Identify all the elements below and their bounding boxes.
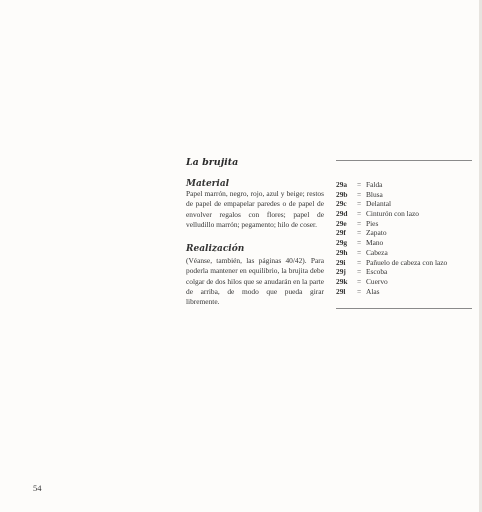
part-code: 29f bbox=[336, 228, 346, 238]
page-number: 54 bbox=[33, 483, 42, 493]
part-label: Escoba bbox=[366, 267, 388, 277]
part-equals: = bbox=[357, 238, 362, 248]
part-code: 29d bbox=[336, 209, 348, 219]
part-row bbox=[336, 199, 476, 209]
page-title: La brujita bbox=[186, 157, 239, 168]
part-label: Mano bbox=[366, 238, 384, 248]
part-row bbox=[336, 209, 476, 219]
part-label: Delantal bbox=[366, 199, 392, 209]
part-code: 29h bbox=[336, 247, 348, 257]
material-text: Papel marrón, negro, rojo, azul y beige; restos de papel de empapelar paredes o de papel de envolver regalos con flores; papel de velludillo marrón; pegamento; hilo de coser. bbox=[186, 189, 324, 229]
part-code: 29g bbox=[336, 238, 348, 248]
part-equals: = bbox=[357, 189, 362, 199]
material-heading: Material bbox=[186, 179, 230, 189]
parts-bottom-rule bbox=[336, 308, 472, 309]
part-equals: = bbox=[357, 228, 362, 238]
part-row bbox=[336, 238, 476, 248]
part-row bbox=[336, 277, 476, 287]
part-row bbox=[336, 267, 476, 277]
part-code: 29b bbox=[336, 189, 348, 199]
realizacion-text: (Véanse, también, las páginas 40/42). Para poderla mantener en equilibrio, la brujita debe colgar de dos hilos que se anudarán en la parte de arriba, de modo que pueda girar libremente. bbox=[186, 256, 324, 307]
part-row bbox=[336, 180, 476, 190]
parts-top-rule bbox=[336, 160, 472, 161]
part-code: 29l bbox=[336, 286, 346, 296]
part-code: 29i bbox=[336, 257, 346, 267]
part-code: 29k bbox=[336, 276, 348, 286]
part-row bbox=[336, 190, 476, 200]
parts-list bbox=[336, 180, 476, 296]
part-equals: = bbox=[357, 199, 362, 209]
part-label: Pañuelo de cabeza con lazo bbox=[366, 257, 448, 267]
part-label: Zapato bbox=[366, 228, 387, 238]
part-equals: = bbox=[357, 247, 362, 257]
part-equals: = bbox=[357, 257, 362, 267]
part-label: Pies bbox=[366, 218, 379, 228]
part-equals: = bbox=[357, 267, 362, 277]
part-row bbox=[336, 219, 476, 229]
part-row bbox=[336, 258, 476, 268]
part-label: Cabeza bbox=[366, 247, 388, 257]
part-equals: = bbox=[357, 218, 362, 228]
part-equals: = bbox=[357, 276, 362, 286]
realizacion-heading: Realización bbox=[186, 244, 245, 254]
part-code: 29j bbox=[336, 267, 346, 277]
part-row bbox=[336, 287, 476, 297]
part-equals: = bbox=[357, 286, 362, 296]
part-equals: = bbox=[357, 180, 362, 189]
part-label: Blusa bbox=[366, 189, 383, 199]
part-label: Cinturón con lazo bbox=[366, 209, 419, 219]
part-row bbox=[336, 228, 476, 238]
part-label: Alas bbox=[366, 286, 380, 296]
part-code: 29e bbox=[336, 218, 347, 228]
part-label: Falda bbox=[366, 180, 383, 189]
part-code: 29a bbox=[336, 180, 348, 189]
part-label: Cuervo bbox=[366, 276, 388, 286]
part-code: 29c bbox=[336, 199, 347, 209]
part-row bbox=[336, 248, 476, 258]
part-equals: = bbox=[357, 209, 362, 219]
